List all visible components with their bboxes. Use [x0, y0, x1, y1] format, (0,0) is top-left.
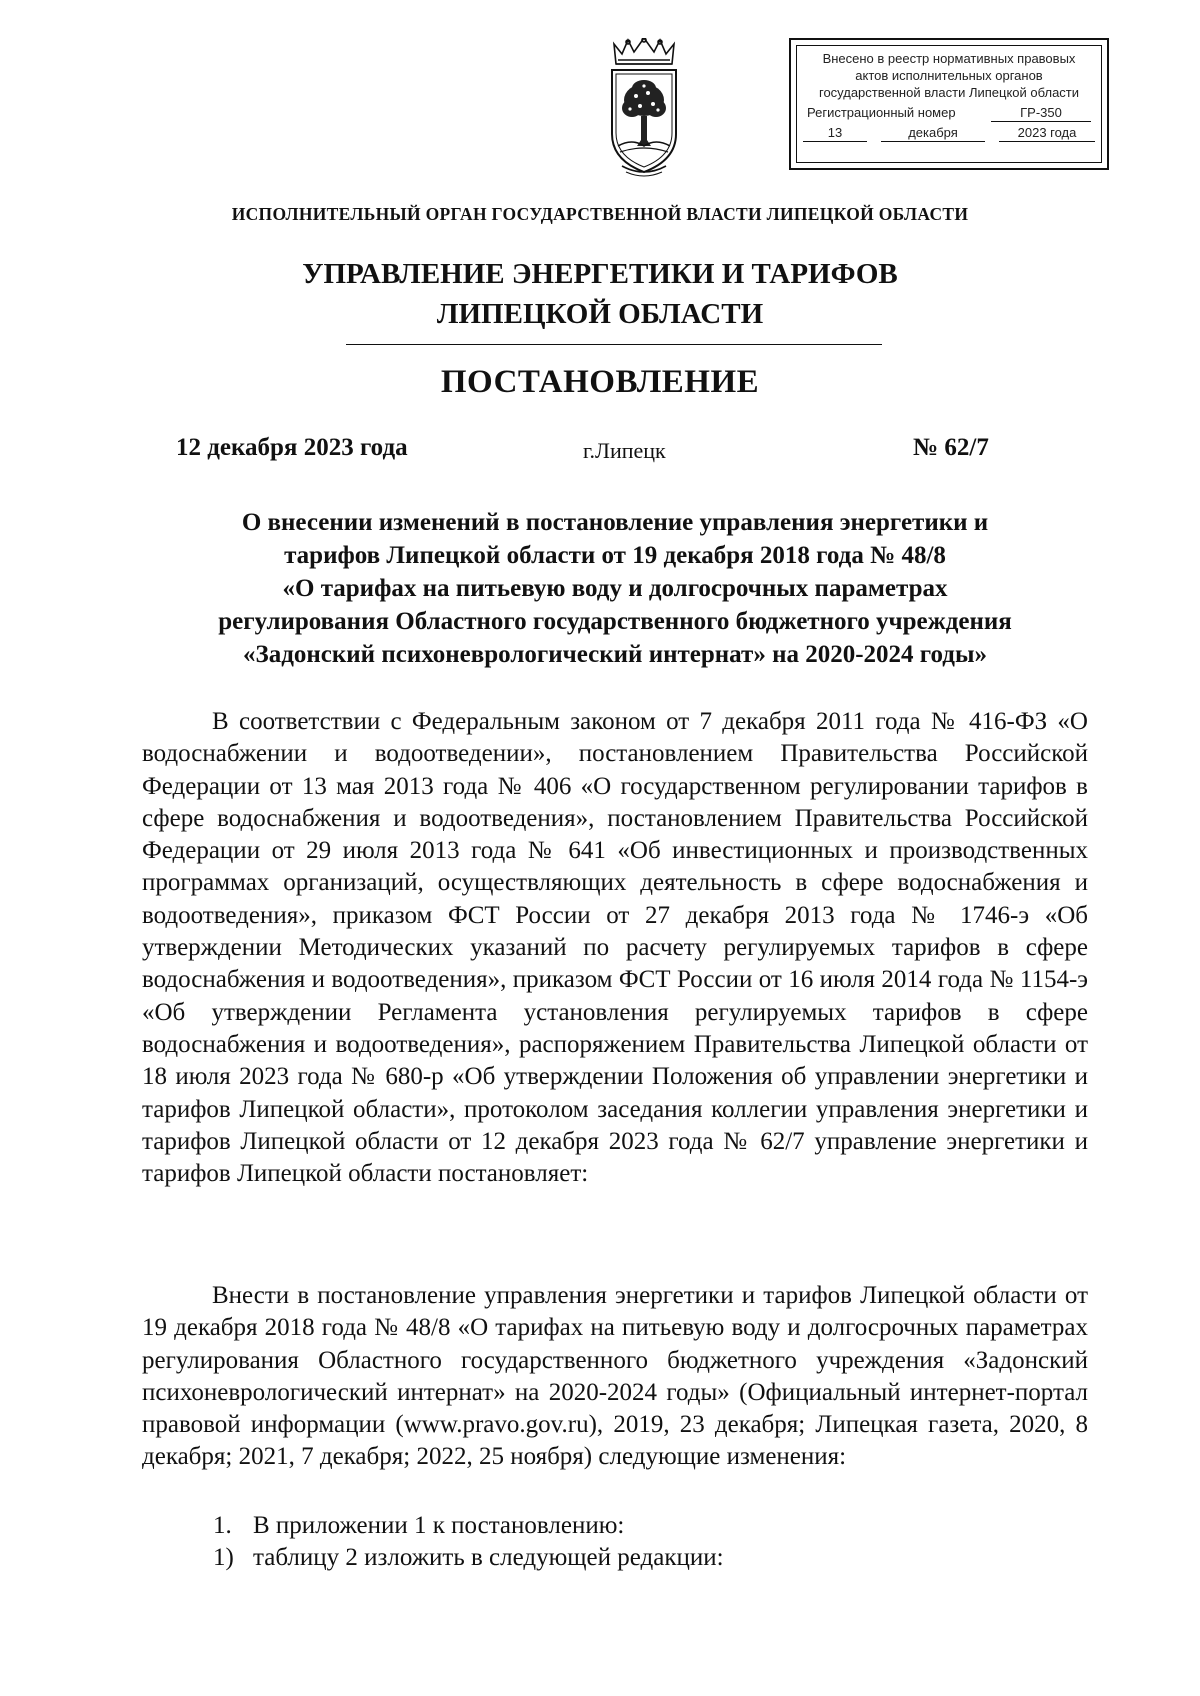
- subject-line: тарифов Липецкой области от 19 декабря 2018 года № 48/8: [284, 542, 946, 569]
- org-name: ИСПОЛНИТЕЛЬНЫЙ ОРГАН ГОСУДАРСТВЕННОЙ ВЛАСТИ ЛИПЕЦКОЙ ОБЛАСТИ: [231, 204, 969, 224]
- stamp-line: государственной власти Липецкой области: [818, 85, 1080, 100]
- stamp-line: Внесено в реестр нормативных правовых: [822, 51, 1076, 66]
- body-paragraph-resolution: [142, 1280, 1088, 1474]
- stamp-month: декабря: [881, 124, 985, 142]
- document-date: 12 декабря 2023 года: [176, 434, 408, 461]
- subject-line: «О тарифах на питьевую воду и долгосрочных параметрах: [282, 575, 948, 602]
- department-name: [0, 254, 1200, 334]
- list-item-text: В приложении 1 к постановлению:: [253, 1512, 625, 1539]
- stamp-day: 13: [803, 124, 867, 142]
- stamp-line: актов исполнительных органов: [855, 68, 1043, 83]
- department-line: ЛИПЕЦКОЙ ОБЛАСТИ: [436, 298, 764, 330]
- document-subject: [140, 506, 1090, 671]
- stamp-year: 2023 года: [999, 124, 1095, 142]
- stamp-reg-number: ГР-350: [991, 104, 1091, 122]
- paragraph-text: Внести в постановление управления энергетики и тарифов Липецкой области от 19 декабря 2018 года № 48/8 «О тарифах на питьевую воду и долгосрочных параметрах регулирования Областного государственного бюджетного учреждения «Задонский психоневрологический интернат» на 2020-2024 годы» (Официальный интернет-портал правовой информации (www.pravo.gov.ru), 2019, 23 декабря; Липецкая газета, 2020, 8 декабря; 2021, 7 декабря; 2022, 25 ноября) следующие изменения:: [142, 1282, 1088, 1471]
- list-item-text: таблицу 2 изложить в следующей редакции:: [253, 1544, 724, 1571]
- stamp-reg-label: Регистрационный номер: [807, 105, 956, 120]
- body-paragraph-preamble: [142, 706, 1088, 1190]
- paragraph-text: В соответствии с Федеральным законом от 7 декабря 2011 года № 416-ФЗ «О водоснабжении и водоотведении», постановлением Правительства Российской Федерации от 13 мая 2013 года № 406 «О государственном регулировании тарифов в сфере водоснабжения и водоотведения», постановлением Правительства Российской Федерации от 29 июля 2013 года № 641 «Об инвестиционных и производственных программах организаций, осуществляющих деятельность в сфере водоснабжения и водоотведения», приказом ФСТ России от 27 декабря 2013 года № 1746-э «Об утверждении Методических указаний по расчету регулируемых тарифов в сфере водоснабжения и водоотведения», приказом ФСТ России от 16 июля 2014 года № 1154-э «Об утверждении Регламента установления регулируемых тарифов в сфере водоснабжения и водоотведения», распоряжением Правительства Липецкой области от 18 июля 2023 года № 680-р «Об утверждении Положения об управлении энергетики и тарифов Липецкой области», протоколом заседания коллегии управления энергетики и тарифов Липецкой области от 12 декабря 2023 года № 62/7 управление энергетики и тарифов Липецкой области постановляет:: [142, 708, 1088, 1188]
- list-item: [213, 1510, 624, 1542]
- registry-stamp: [789, 38, 1109, 170]
- header-divider: [346, 344, 882, 345]
- coat-of-arms-icon: [608, 38, 680, 180]
- document-number: № 62/7: [913, 434, 989, 461]
- department-line: УПРАВЛЕНИЕ ЭНЕРГЕТИКИ И ТАРИФОВ: [302, 258, 898, 290]
- subject-line: регулирования Областного государственного бюджетного учреждения: [218, 608, 1012, 635]
- document-city: г.Липецк: [583, 438, 666, 463]
- subject-line: «Задонский психоневрологический интернат» на 2020-2024 годы»: [243, 641, 987, 668]
- list-item-number: 1.: [213, 1512, 232, 1539]
- list-item: [213, 1542, 724, 1574]
- subject-line: О внесении изменений в постановление управления энергетики и: [241, 509, 989, 536]
- document-type: ПОСТАНОВЛЕНИЕ: [440, 364, 760, 400]
- list-item-number: 1): [213, 1544, 234, 1571]
